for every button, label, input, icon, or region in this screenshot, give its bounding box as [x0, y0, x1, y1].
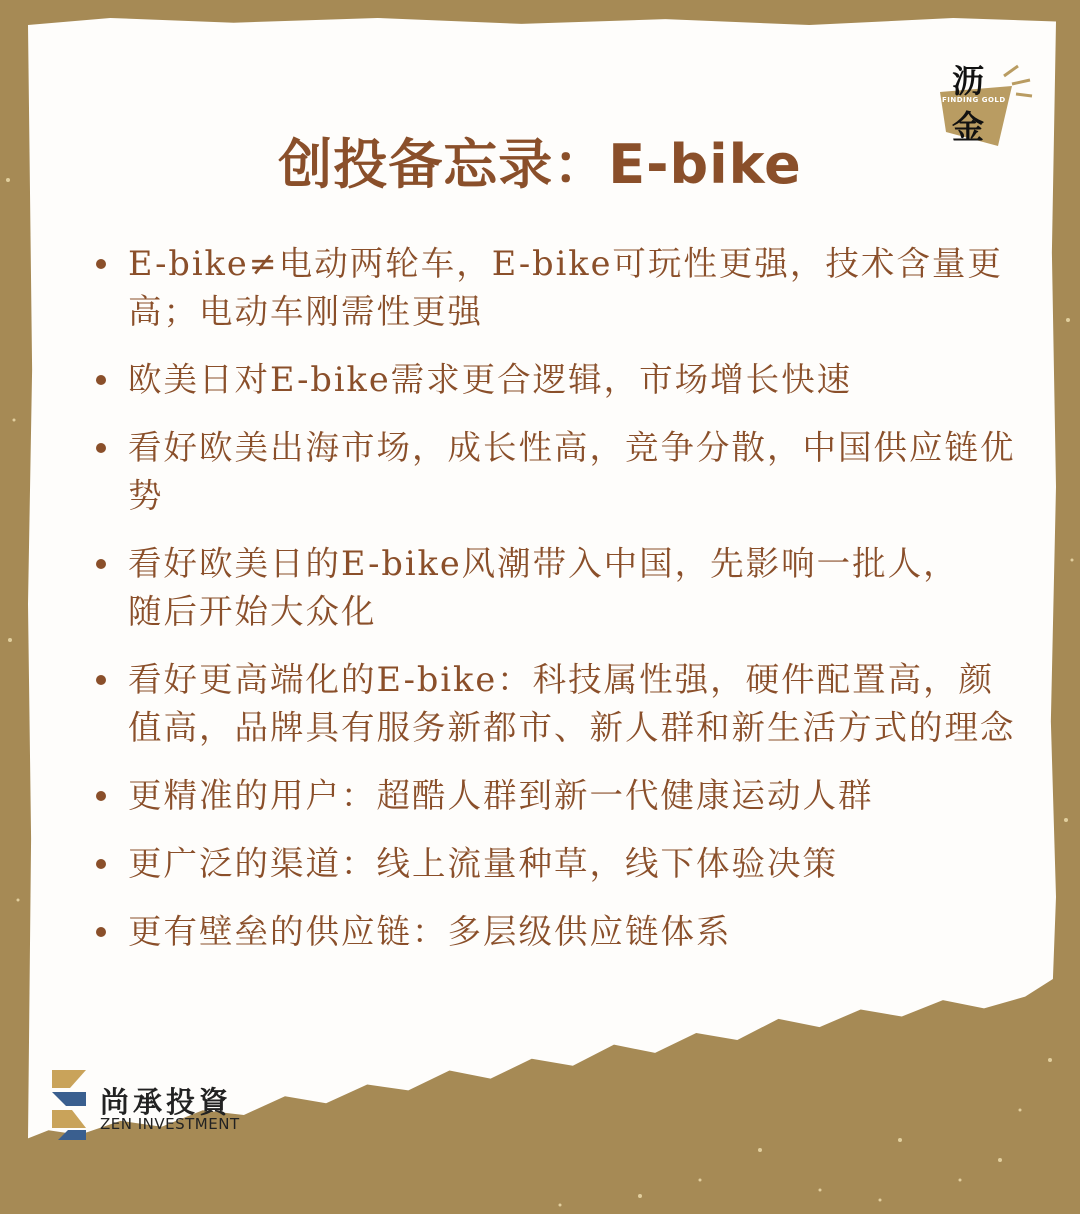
bullet-icon — [96, 259, 106, 269]
zen-investment-brand — [48, 1068, 308, 1140]
page-title: 创投备忘录：E-bike — [278, 133, 802, 196]
corner-logo-char-1: 沥 — [952, 62, 985, 100]
bullet-icon — [96, 443, 106, 453]
list-item — [96, 240, 1016, 336]
bullet-icon — [96, 859, 106, 869]
list-item — [96, 540, 978, 636]
list-item — [96, 840, 1016, 888]
corner-logo-subtitle: FINDING GOLD — [942, 96, 1006, 104]
corner-logo-char-2: 金 — [952, 108, 985, 146]
bullet-icon — [96, 675, 106, 685]
list-item-text: 欧美日对E-bike需求更合逻辑，市场增长快速 — [128, 360, 853, 399]
memo-points-list — [96, 240, 1016, 956]
list-item-text: 看好欧美日的E-bike风潮带入中国，先影响一批人，随后开始大众化 — [128, 544, 959, 631]
bullet-icon — [96, 927, 106, 937]
list-item-text: 更有壁垒的供应链：多层级供应链体系 — [128, 912, 732, 951]
list-item-text: 看好欧美出海市场，成长性高，竞争分散，中国供应链优势 — [128, 428, 1016, 515]
bullet-icon — [96, 791, 106, 801]
list-item — [96, 908, 1016, 956]
bullet-icon — [96, 559, 106, 569]
list-item — [96, 356, 1016, 404]
list-item-text: 更精准的用户：超酷人群到新一代健康运动人群 — [128, 776, 874, 815]
zen-investment-logo-icon — [48, 1070, 92, 1140]
bullet-icon — [96, 375, 106, 385]
list-item — [96, 656, 1016, 752]
list-item-text: E-bike≠电动两轮车，E-bike可玩性更强，技术含量更高；电动车刚需性更强 — [128, 244, 1003, 331]
brand-name-cn: 尚承投資 — [100, 1085, 233, 1119]
list-item — [96, 772, 1016, 820]
list-item — [96, 424, 1016, 520]
list-item-text: 看好更高端化的E-bike：科技属性强，硬件配置高，颜值高，品牌具有服务新都市、新人群和新生活方式的理念 — [128, 660, 1016, 747]
list-item-text: 更广泛的渠道：线上流量种草，线下体验决策 — [128, 844, 838, 883]
brand-name-en: ZEN INVESTMENT — [100, 1115, 240, 1133]
